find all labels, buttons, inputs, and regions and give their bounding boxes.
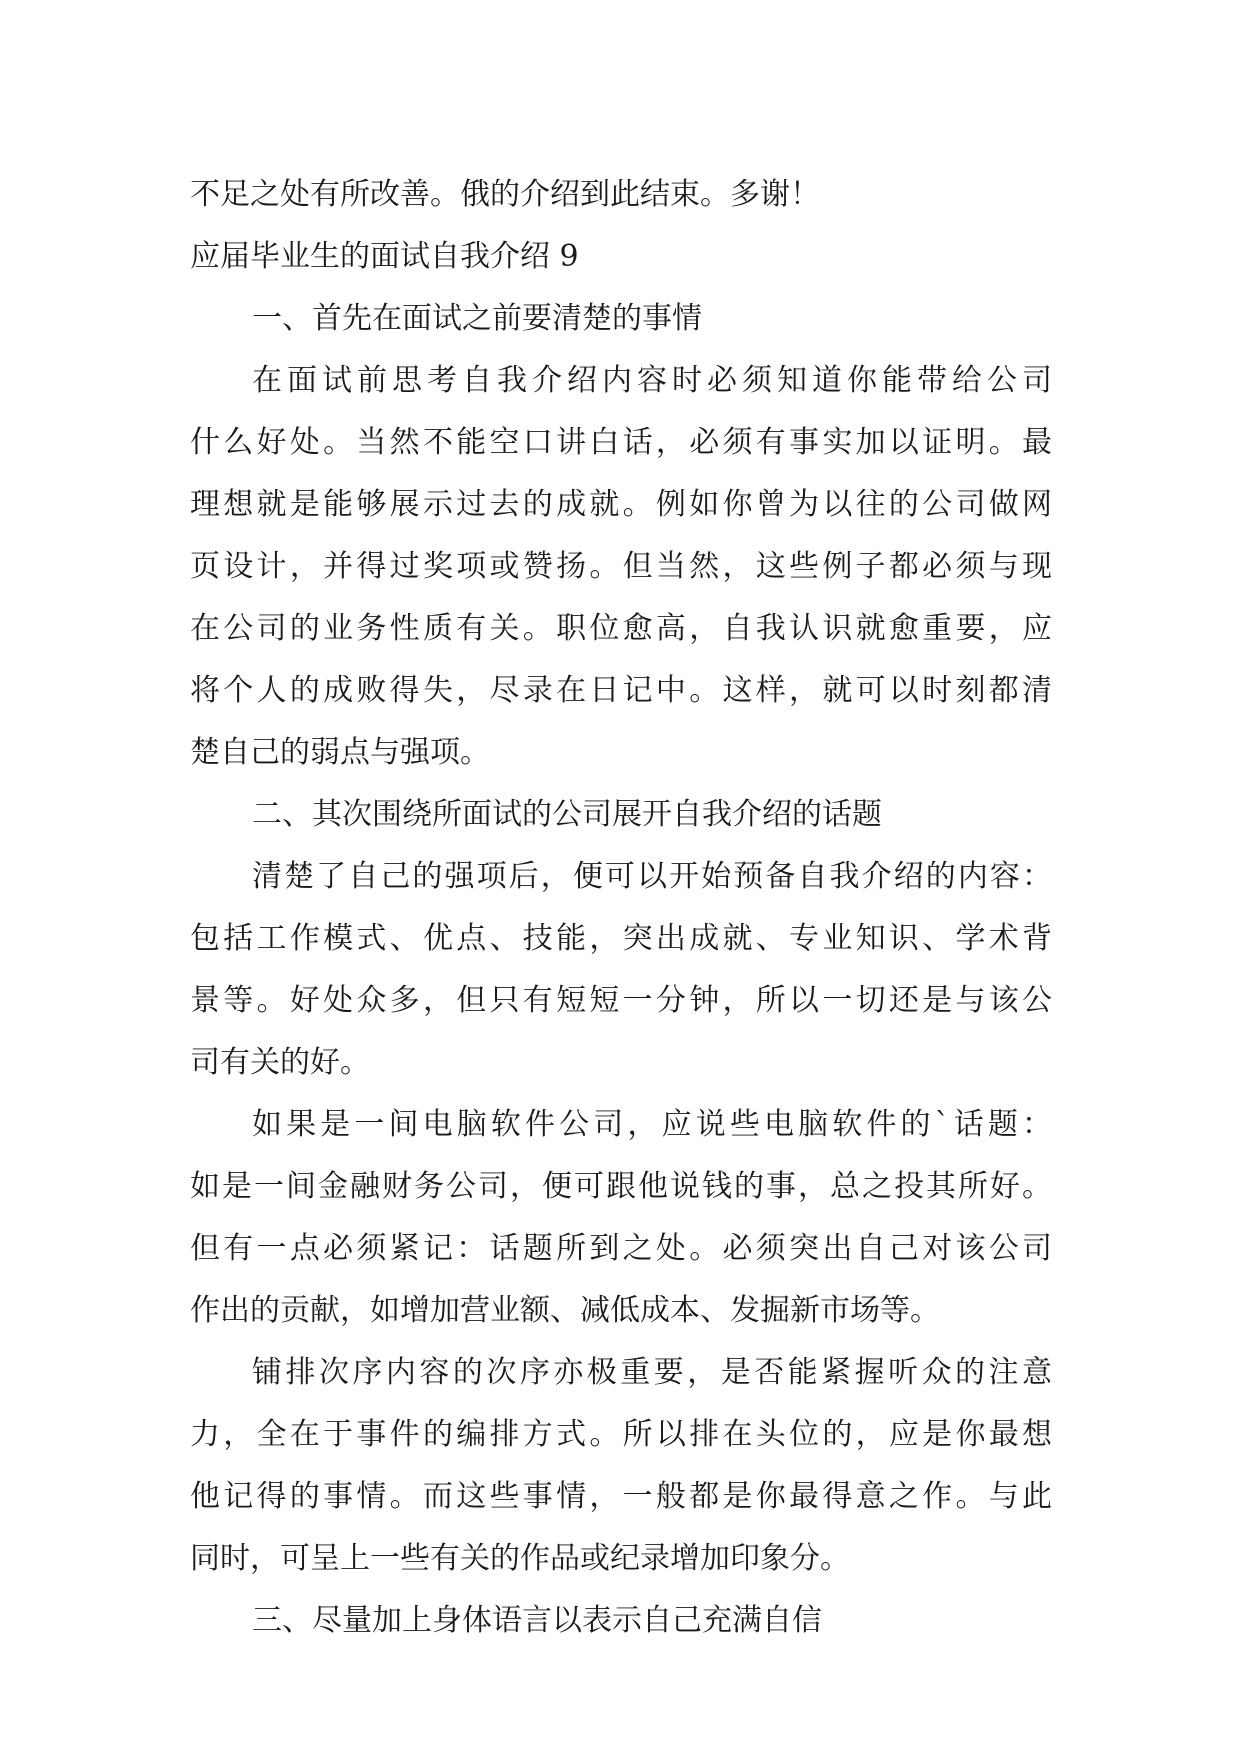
paragraph-line: 如果是一间电脑软件公司，应说些电脑软件的`话题：	[252, 1107, 1052, 1142]
paragraph-line: 理想就是能够展示过去的成就。例如你曾为以往的公司做网	[190, 487, 1052, 522]
paragraph-line: 在公司的业务性质有关。职位愈高，自我认识就愈重要，应	[190, 611, 1052, 646]
paragraph-line: 作出的贡献，如增加营业额、减低成本、发掘新市场等。	[190, 1293, 940, 1328]
section-title: 应届毕业生的面试自我介绍 9	[190, 239, 579, 274]
paragraph-line: 在面试前思考自我介绍内容时必须知道你能带给公司	[252, 363, 1052, 398]
paragraph-line: 铺排次序内容的次序亦极重要，是否能紧握听众的注意	[252, 1355, 1052, 1390]
paragraph-line: 不足之处有所改善。俄的介绍到此结束。多谢！	[190, 177, 820, 212]
paragraph-line: 力，全在于事件的编排方式。所以排在头位的，应是你最想	[190, 1417, 1052, 1452]
paragraph-line: 什么好处。当然不能空口讲白话，必须有事实加以证明。最	[190, 425, 1052, 460]
paragraph-line: 但有一点必须紧记：话题所到之处。必须突出自己对该公司	[190, 1231, 1052, 1266]
paragraph-line: 包括工作模式、优点、技能，突出成就、专业知识、学术背	[190, 921, 1052, 956]
paragraph-line: 如是一间金融财务公司，便可跟他说钱的事，总之投其所好。	[190, 1169, 1052, 1204]
subheading: 二、其次围绕所面试的公司展开自我介绍的话题	[252, 797, 882, 832]
document-body	[190, 164, 1052, 1652]
paragraph-line: 司有关的好。	[190, 1045, 370, 1080]
paragraph-line: 楚自己的弱点与强项。	[190, 735, 490, 770]
paragraph-line: 清楚了自己的强项后，便可以开始预备自我介绍的内容：	[252, 859, 1052, 894]
paragraph-line: 景等。好处众多，但只有短短一分钟，所以一切还是与该公	[190, 983, 1052, 1018]
paragraph-line: 将个人的成败得失，尽录在日记中。这样，就可以时刻都清	[190, 673, 1052, 708]
paragraph-line: 他记得的事情。而这些事情，一般都是你最得意之作。与此	[190, 1479, 1052, 1514]
subheading: 三、尽量加上身体语言以表示自己充满自信	[252, 1603, 822, 1638]
subheading: 一、首先在面试之前要清楚的事情	[252, 301, 702, 336]
paragraph-line: 页设计，并得过奖项或赞扬。但当然，这些例子都必须与现	[190, 549, 1052, 584]
paragraph-line: 同时，可呈上一些有关的作品或纪录增加印象分。	[190, 1541, 850, 1576]
